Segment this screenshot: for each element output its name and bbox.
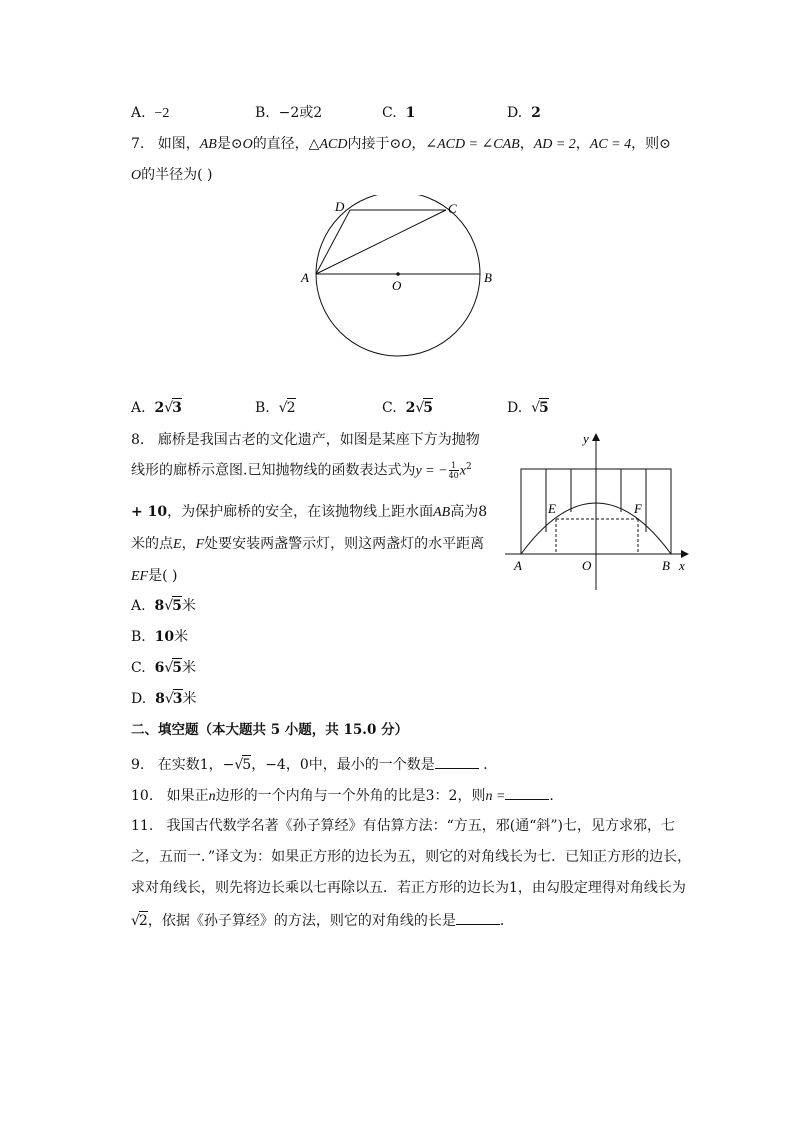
label-a: A xyxy=(514,558,522,573)
q8-stem-line3: + 10，为保护廊桥的安全，在该抛物线上距水面AB高为8 xyxy=(131,504,488,520)
q7-circle-figure xyxy=(290,195,505,365)
q8-option-b: B. 10米 xyxy=(131,629,189,645)
q7-stem-line2: O的半径为( ) xyxy=(131,167,213,183)
q9-answer-blank[interactable] xyxy=(435,756,479,769)
q8-option-d: D. 8√3米 xyxy=(131,691,197,707)
chord-ac xyxy=(316,210,446,274)
label-d: D xyxy=(335,199,345,214)
q11-line4: √2，依据《孙子算经》的方法，则它的对角线的长是 . xyxy=(131,913,505,929)
q8-option-a: A. 8√5米 xyxy=(131,598,196,614)
q8-stem-line5: EF是( ) xyxy=(131,568,178,584)
label-y-axis: y xyxy=(583,431,589,446)
q7-stem-line1: 7. 如图，AB是⊙O的直径，△ACD内接于⊙O，∠ACD = ∠CAB，AD = 2，AC = 4，则⊙ xyxy=(131,136,671,152)
label-b: B xyxy=(662,558,670,573)
q10-answer-blank[interactable] xyxy=(505,787,549,800)
q7-option-a: A. 2√3 xyxy=(131,400,182,416)
q10-stem: 10. 如果正n边形的一个内角与一个外角的比是3：2，则n = . xyxy=(131,788,554,804)
label-o: O xyxy=(582,558,592,573)
q6-option-b: B. −2或2 xyxy=(255,105,323,121)
chord-ad xyxy=(316,210,350,274)
q6-option-a: A. −2 xyxy=(131,105,170,121)
q8-stem-line4: 米的点E，F处要安装两盏警示灯，则这两盏灯的水平距离 xyxy=(131,536,485,552)
q8-stem-line1: 8. 廊桥是我国古老的文化遗产，如图是某座下方为抛物 xyxy=(131,432,480,448)
q6-option-d: D. 2 xyxy=(507,105,541,121)
label-a: A xyxy=(301,270,309,285)
q9-stem: 9. 在实数1，−√5，−4，0中，最小的一个数是 ． xyxy=(131,757,498,773)
q8-option-c: C. 6√5米 xyxy=(131,660,196,676)
q8-bridge-figure xyxy=(500,428,700,593)
label-e: E xyxy=(548,501,556,516)
q11-line1: 11. 我国古代数学名著《孙子算经》有估算方法：“方五，邪(通“斜”)七，见方求邪，七 xyxy=(131,818,676,834)
q7-option-c: C. 2√5 xyxy=(382,400,433,416)
label-b: B xyxy=(484,270,492,285)
label-o: O xyxy=(392,278,402,293)
q6-option-c: C. 1 xyxy=(382,105,416,121)
section-2-heading: 二、填空题（本大题共 5 小题，共 15.0 分） xyxy=(131,722,409,738)
q7-option-d: D. √5 xyxy=(507,400,549,416)
q11-line3: 求对角线长，则先将边长乘以七再除以五．若正方形的边长为1，由勾股定理得对角线长为 xyxy=(131,880,686,896)
label-f: F xyxy=(634,501,642,516)
center-dot xyxy=(396,272,400,276)
label-c: C xyxy=(448,201,457,216)
q8-stem-line2: 线形的廊桥示意图.已知抛物线的函数表达式为y = − $\frac{1}{40}$ $x^2$ xyxy=(131,461,472,480)
q11-line2: 之，五而一．”译文为：如果正方形的边长为五，则它的对角线长为七．已知正方形的边长， xyxy=(131,849,692,865)
label-x-axis: x xyxy=(679,558,685,573)
q11-answer-blank[interactable] xyxy=(456,912,500,925)
q7-option-b: B. √2 xyxy=(255,400,296,416)
